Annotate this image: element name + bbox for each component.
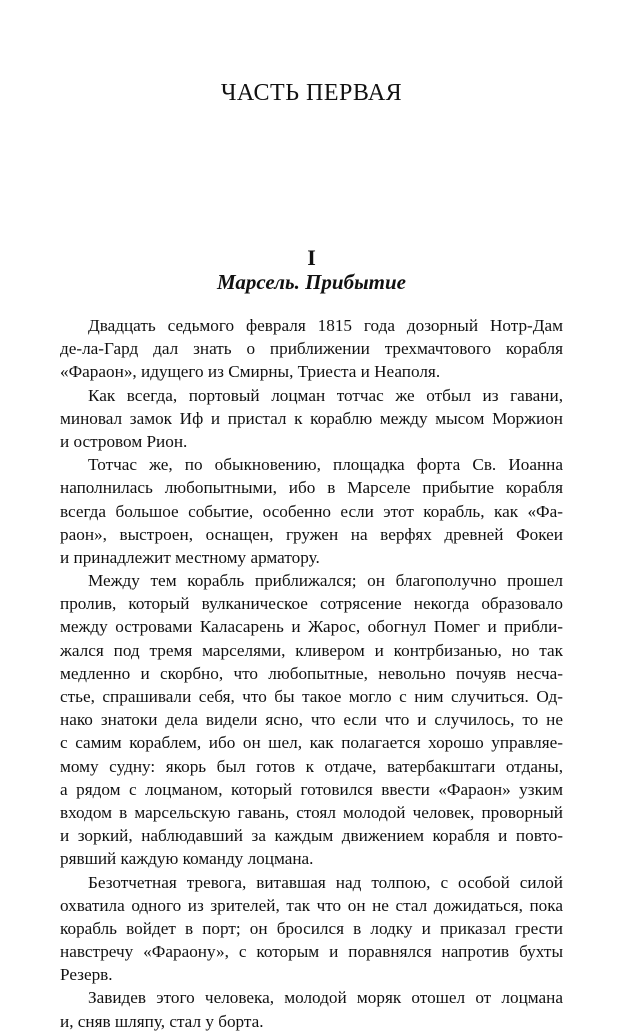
text-line: нако знатоки дела видели ясно, что если что и случилось, то не	[60, 710, 563, 730]
text-line: стье, спрашивали себя, что бы такое могло с ним случиться. Од-	[60, 687, 563, 706]
text-line: де-ла-Гард дал знать о приближении трехмачтового корабля	[60, 339, 563, 359]
text-line: с самим кораблем, ибо он шел, как полагается хорошо управляе-	[60, 733, 563, 753]
paragraph	[60, 871, 563, 987]
text-line: раон», выстроен, оснащен, гружен на верфях древней Фокеи	[60, 524, 563, 544]
text-line: корабль войдет в порт; он бросился в лодку и приказал грести	[60, 918, 563, 938]
text-line: наполнилась любопытными, ибо в Марселе прибытие корабля	[60, 478, 563, 498]
text-line: между островами Каласарень и Жарос, обогнул Помег и прибли-	[60, 617, 563, 637]
text-line: Двадцать седьмого февраля 1815 года дозорный Нотр-Дам	[88, 316, 563, 335]
text-line: и, сняв шляпу, стал у борта.	[60, 1011, 264, 1031]
text-line: «Фараон», идущего из Смирны, Триеста и Неаполя.	[60, 362, 441, 382]
text-line: всегда большое событие, особенно если этот корабль, как «Фа-	[60, 501, 563, 521]
text-line: жался под тремя марселями, кливером и контрбизанью, но так	[60, 640, 563, 660]
text-line: Как всегда, портовый лоцман тотчас же отбыл из гавани,	[88, 385, 563, 405]
text-line: миновал замок Иф и пристал к кораблю между мысом Моржион	[60, 408, 563, 428]
text-line: охватила одного из зрителей, так что он не стал дожидаться, пока	[60, 895, 563, 915]
text-line: Безотчетная тревога, витавшая над толпою, с особой силой	[88, 872, 563, 892]
text-line: и зоркий, наблюдавший за каждым движением корабля и повто-	[60, 826, 563, 846]
book-page	[60, 0, 563, 1031]
text-line: а рядом с лоцманом, который готовился ввести «Фараон» узким	[60, 779, 563, 799]
text-line: медленно и скорбно, что любопытные, невольно почуяв несча-	[60, 663, 563, 683]
text-line: Тотчас же, по обыкновению, площадка форта Св. Иоанна	[88, 455, 563, 475]
part-title: ЧАСТЬ ПЕРВАЯ	[220, 80, 403, 106]
chapter-number: I	[307, 245, 316, 270]
paragraph	[60, 314, 563, 384]
paragraph	[60, 569, 563, 870]
text-line: Завидев этого человека, молодой моряк отошел от лоцмана	[88, 988, 563, 1008]
text-line: навстречу «Фараону», с которым и поравнялся напротив бухты	[60, 942, 563, 962]
chapter-body	[60, 314, 563, 1033]
text-line: входом в марсельскую гавань, стоял молодой человек, проворный	[60, 802, 563, 822]
paragraph	[60, 384, 563, 454]
text-line: рявший каждую команду лоцмана.	[60, 849, 314, 869]
text-line: и принадлежит местному арматору.	[60, 547, 320, 567]
text-line: мому судну: якорь был готов к отдаче, ватербакштаги отданы,	[60, 756, 563, 776]
paragraph	[60, 986, 563, 1032]
text-line: Между тем корабль приближался; он благополучно прошел	[88, 571, 563, 591]
text-line: и островом Рион.	[60, 431, 188, 451]
chapter-title: Марсель. Прибытие	[217, 270, 406, 294]
paragraph	[60, 453, 563, 569]
text-line: Резерв.	[60, 965, 113, 985]
text-line: пролив, который вулканическое сотрясение некогда образовало	[60, 594, 563, 614]
